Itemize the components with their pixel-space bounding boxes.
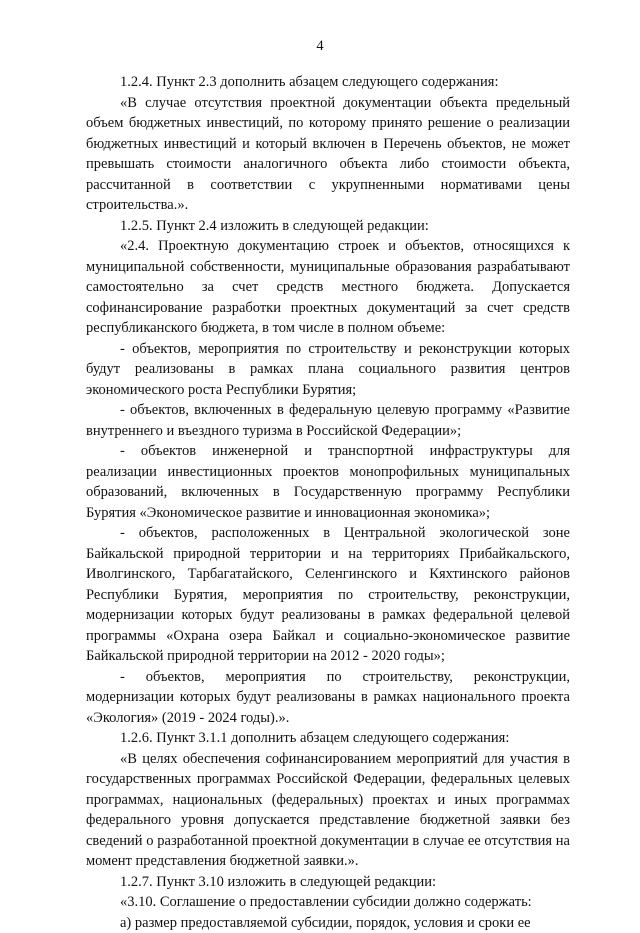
paragraph-quote-budget-investments: «В случае отсутствия проектной документации объекта предельный объем бюджетных инвестиций, по которому принято решение о реализации бюджетных инвестиций и который включен в Перечень объектов, не может превышать стоимости аналогичного объекта либо стоимости объекта, рассчитанной в соответствии с укрупненными нормативами цены строительства.». — [86, 93, 570, 216]
list-item-baikal-zone: - объектов, расположенных в Центральной экологической зоне Байкальской природной территории и на территориях Прибайкальского, Иволгинского, Тарбагатайского, Селенгинского и Кяхтинского районов Республики Бурятия, мероприятия по строительству, реконструкции, модернизации которых будут реализованы в рамках федеральной целевой программы «Охрана озера Байкал и социально-экономическое развитие Байкальской природной территории на 2012 - 2020 годы»; — [86, 523, 570, 667]
list-item-growth-centers: - объектов, мероприятия по строительству и реконструкции которых будут реализованы в рамках плана социального развития центров экономического роста Республики Бурятия; — [86, 339, 570, 401]
page-number: 4 — [0, 38, 640, 54]
list-item-subsidy-a: а) размер предоставляемой субсидии, порядок, условия и сроки ее — [86, 913, 570, 933]
paragraph-item-1-2-6: 1.2.6. Пункт 3.1.1 дополнить абзацем следующего содержания: — [86, 728, 570, 749]
paragraph-item-1-2-5: 1.2.5. Пункт 2.4 изложить в следующей редакции: — [86, 216, 570, 237]
paragraph-quote-cofinancing: «В целях обеспечения софинансированием мероприятий для участия в государственных программах Российской Федерации, федеральных целевых программах, национальных (федеральных) проектах и иных программах федерального уровня допускается представление бюджетной заявки без сведений о разработанной проектной документации в случае ее отсутствия на момент представления бюджетной заявки.». — [86, 749, 570, 872]
document-body — [86, 72, 570, 933]
list-item-ecology-project: - объектов, мероприятия по строительству, реконструкции, модернизации которых будут реализованы в рамках национального проекта «Экология» (2019 - 2024 годы).». — [86, 667, 570, 729]
list-item-tourism-program: - объектов, включенных в федеральную целевую программу «Развитие внутреннего и въездного туризма в Российской Федерации»; — [86, 400, 570, 441]
paragraph-item-1-2-7: 1.2.7. Пункт 3.10 изложить в следующей редакции: — [86, 872, 570, 893]
paragraph-item-1-2-4: 1.2.4. Пункт 2.3 дополнить абзацем следующего содержания: — [86, 72, 570, 93]
list-item-monoprofile: - объектов инженерной и транспортной инфраструктуры для реализации инвестиционных проектов монопрофильных муниципальных образований, включенных в Государственную программу Республики Бурятия «Экономическое развитие и инновационная экономика»; — [86, 441, 570, 523]
paragraph-quote-3-10: «3.10. Соглашение о предоставлении субсидии должно содержать: — [86, 892, 570, 913]
paragraph-quote-2-4: «2.4. Проектную документацию строек и объектов, относящихся к муниципальной собственности, муниципальные образования разрабатывают самостоятельно за счет средств местного бюджета. Допускается софинансирование разработки проектных документаций за счет средств республиканского бюджета, в том числе в полном объеме: — [86, 236, 570, 339]
